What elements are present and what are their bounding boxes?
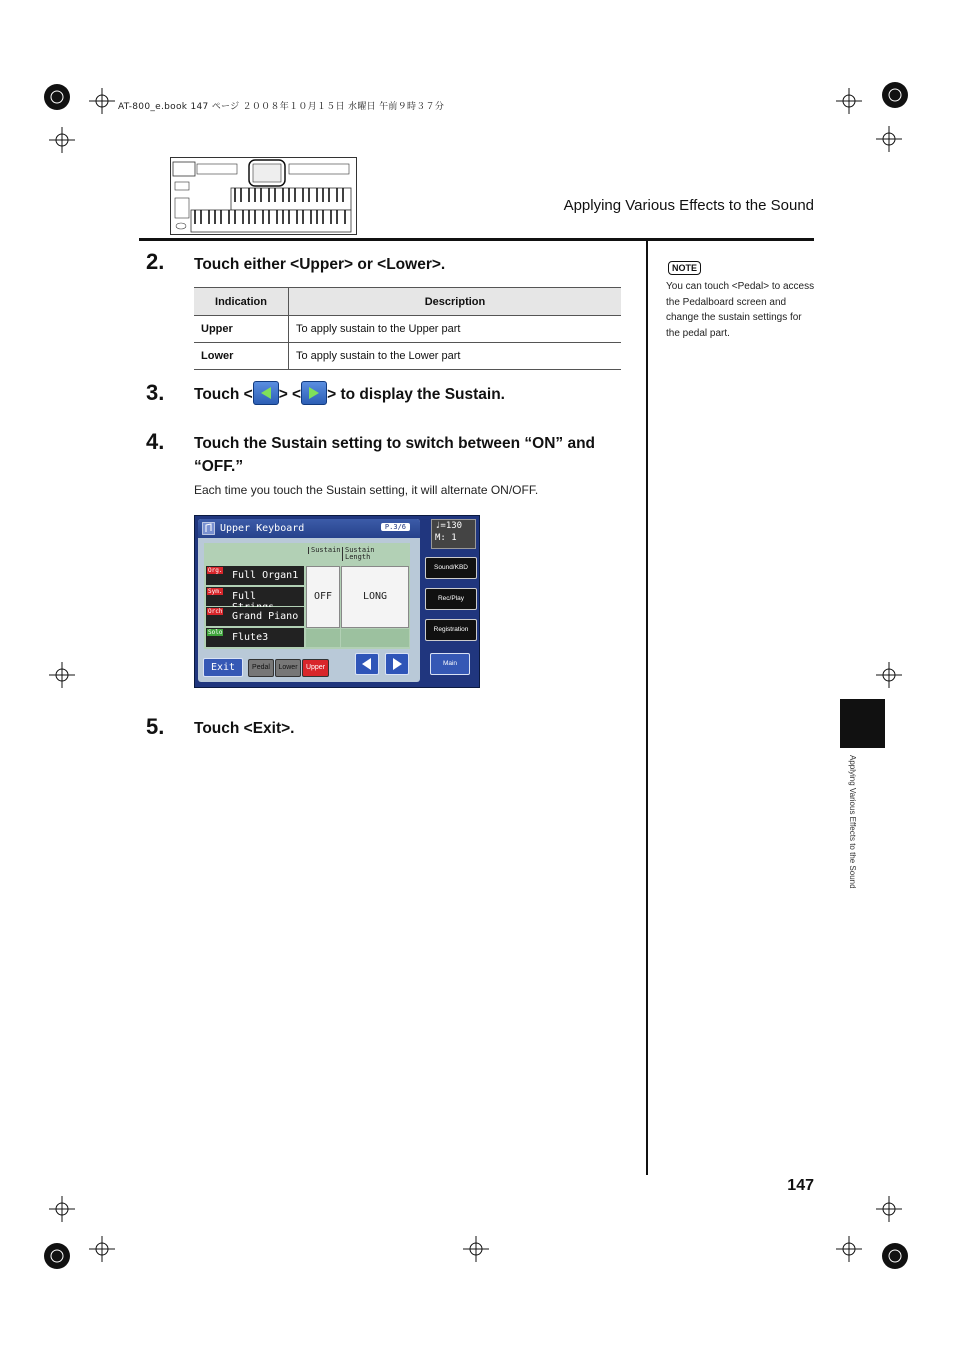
empty-cell [341, 629, 409, 647]
length-value-button[interactable]: LONG [341, 566, 409, 628]
registration-mark-icon [42, 1241, 68, 1267]
next-page-button[interactable] [385, 653, 409, 675]
sustain-value-button[interactable]: OFF [306, 566, 340, 628]
part-tag: Orch [208, 608, 223, 615]
table-row [194, 343, 621, 370]
section-title: Applying Various Effects to the Sound [563, 197, 814, 214]
arrow-right-icon [301, 381, 327, 405]
sound-kbd-button[interactable] [425, 557, 477, 579]
pedal-button[interactable]: Pedal [248, 659, 274, 677]
crosshair-icon [463, 1236, 489, 1262]
tempo-value: ♩=130 [435, 521, 463, 531]
file-info-line: AT-800_e.book 147 ページ ２００８年１０月１５日 水曜日 午前９時３７分 [118, 102, 445, 112]
column-divider [646, 241, 648, 1175]
table-cell: To apply sustain to the Lower part [289, 343, 622, 370]
part-panel [204, 543, 410, 649]
registration-mark-icon [880, 1241, 906, 1267]
step-instruction: Touch either <Upper> or <Lower>. [194, 256, 446, 273]
column-header-length [342, 547, 375, 561]
button-label: Sound/KBD [434, 564, 468, 571]
screen-title-bar [198, 519, 420, 538]
step-number: 5. [146, 714, 165, 739]
part-name: Grand Piano [232, 611, 299, 622]
page-indicator: P.3/6 [381, 523, 410, 531]
main-button[interactable]: Main [430, 653, 470, 675]
part-row[interactable] [206, 628, 304, 647]
step-text-part: > to display the Sustain. [327, 386, 505, 404]
step-instruction: Touch <Exit>. [194, 720, 295, 737]
column-header-line: Length [345, 553, 371, 561]
note-badge: NOTE [668, 261, 701, 275]
header-rule [139, 238, 814, 241]
registration-button[interactable] [425, 619, 477, 641]
column-header-sustain: Sustain [308, 547, 341, 554]
crosshair-icon [876, 126, 902, 152]
table-row [194, 316, 621, 343]
upper-button[interactable]: Upper [302, 659, 329, 677]
part-tag: Solo [208, 629, 223, 636]
touch-screen [194, 515, 480, 688]
crosshair-icon [876, 1196, 902, 1222]
registration-mark-icon [42, 82, 68, 108]
column-header-line: Sustain [345, 546, 375, 554]
step-number: 2. [146, 249, 165, 274]
crosshair-icon [876, 662, 902, 688]
table-header: Description [289, 288, 622, 316]
table-header: Indication [194, 288, 289, 316]
exit-button[interactable]: Exit [203, 658, 243, 677]
crosshair-icon [89, 88, 115, 114]
side-chapter-title: Applying Various Effects to the Sound [848, 755, 857, 889]
registration-mark-icon [880, 80, 906, 106]
step-body-text: Each time you touch the Sustain setting, it will alternate ON/OFF. [194, 483, 539, 497]
step-text-part: Touch < [194, 386, 253, 404]
part-row[interactable] [206, 607, 304, 626]
part-row[interactable] [206, 587, 304, 606]
keyboard-icon [202, 522, 215, 535]
part-row[interactable] [206, 566, 304, 585]
table-cell: Lower [194, 343, 289, 370]
lower-button[interactable]: Lower [275, 659, 301, 677]
step-number: 4. [146, 429, 165, 454]
part-name: Full [232, 591, 257, 602]
arrow-right-icon [386, 654, 408, 674]
part-tag: Sym. [208, 588, 223, 595]
step-text-part: > < [278, 386, 302, 404]
step-number: 3. [146, 380, 165, 405]
chapter-tab [840, 699, 885, 748]
table-cell: To apply sustain to the Upper part [289, 316, 622, 343]
crosshair-icon [836, 88, 862, 114]
crosshair-icon [836, 1236, 862, 1262]
part-name: Flute3 [232, 632, 269, 643]
arrow-left-icon [253, 381, 279, 405]
crosshair-icon [89, 1236, 115, 1262]
crosshair-icon [49, 127, 75, 153]
page-number: 147 [787, 1177, 814, 1194]
rec-play-button[interactable] [425, 588, 477, 610]
indication-table [194, 287, 621, 370]
arrow-left-icon [356, 654, 378, 674]
measure-value: M: 1 [435, 533, 457, 543]
crosshair-icon [49, 662, 75, 688]
step-instruction: Touch the Sustain setting to switch between “ON” and “OFF.” [194, 435, 596, 475]
organ-illustration-icon [170, 157, 357, 235]
part-tag: Org. [208, 567, 223, 574]
part-name: Full Organ1 [232, 570, 299, 581]
empty-cell [306, 629, 340, 647]
screen-main-area [198, 519, 420, 682]
screen-title: Upper Keyboard [220, 523, 305, 534]
tempo-display [431, 519, 476, 549]
table-cell: Upper [194, 316, 289, 343]
prev-page-button[interactable] [355, 653, 379, 675]
button-label: Registration [433, 626, 469, 633]
crosshair-icon [49, 1196, 75, 1222]
step-instruction [194, 383, 505, 407]
note-text: You can touch <Pedal> to access the Pedalboard screen and change the sustain settings for the pedal part. [666, 281, 815, 339]
button-label: Rec/Play [437, 595, 464, 602]
